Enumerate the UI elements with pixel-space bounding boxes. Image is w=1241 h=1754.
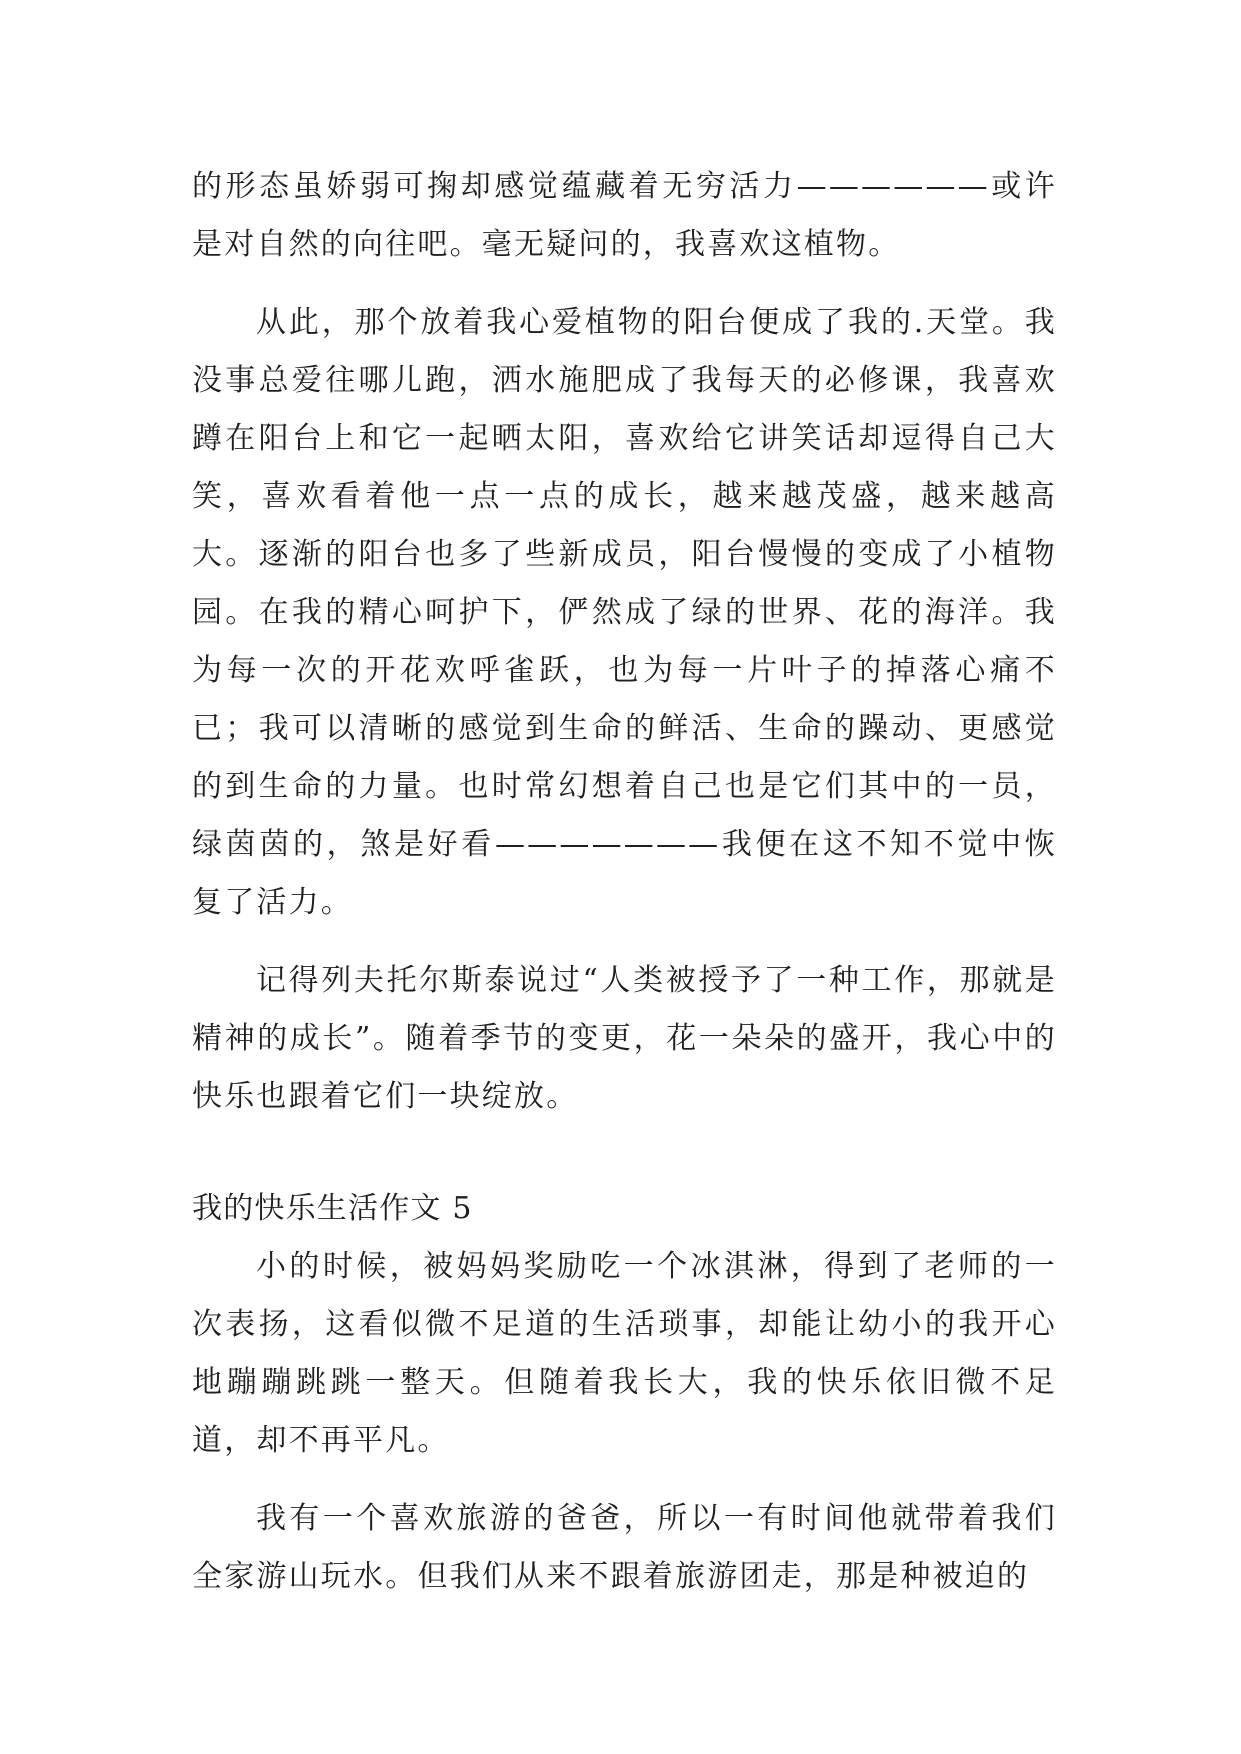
section-heading: 我的快乐生活作文 5 xyxy=(192,1191,473,1226)
paragraph-4: 小的时候，被妈妈奖励吃一个冰淇淋，得到了老师的一次表扬，这看似微不足道的生活琐事，却能让幼小的我开心地蹦蹦跳跳一整天。但随着我长大，我的快乐依旧微不足道，却不再平凡。 xyxy=(192,1249,1057,1458)
paragraph-spacer xyxy=(192,932,1057,952)
paragraph-3: 记得列夫托尔斯泰说过“人类被授予了一种工作，那就是精神的成长”。随着季节的变更，花一朵朵的盛开，我心中的快乐也跟着它们一块绽放。 xyxy=(192,963,1057,1114)
paragraph-5: 我有一个喜欢旅游的爸爸，所以一有时间他就带着我们全家游山玩水。但我们从来不跟着旅游团走，那是种被迫的 xyxy=(192,1501,1057,1594)
paragraph-spacer xyxy=(192,1470,1057,1490)
paragraph-spacer xyxy=(192,274,1057,294)
paragraph-1: 的形态虽娇弱可掬却感觉蕴藏着无穷活力——————或许是对自然的向往吧。毫无疑问的，我喜欢这植物。 xyxy=(192,169,1057,262)
paragraph-2: 从此，那个放着我心爱植物的阳台便成了我的.天堂。我没事总爱往哪儿跑，洒水施肥成了我每天的必修课，我喜欢蹲在阳台上和它一起晒太阳，喜欢给它讲笑话却逗得自己大笑，喜欢看着他一点一点的成长，越来越茂盛，越来越高大。逐渐的阳台也多了些新成员，阳台慢慢的变成了小植物园。在我的精心呵护下，俨然成了绿的世界、花的海洋。我为每一次的开花欢呼雀跃，也为每一片叶子的掉落心痛不已；我可以清晰的感觉到生命的鲜活、生命的躁动、更感觉的到生命的力量。也时常幻想着自己也是它们其中的一员，绿茵茵的，煞是好看———————我便在这不知不觉中恢复了活力。 xyxy=(192,305,1057,920)
document-body xyxy=(192,158,1057,1606)
